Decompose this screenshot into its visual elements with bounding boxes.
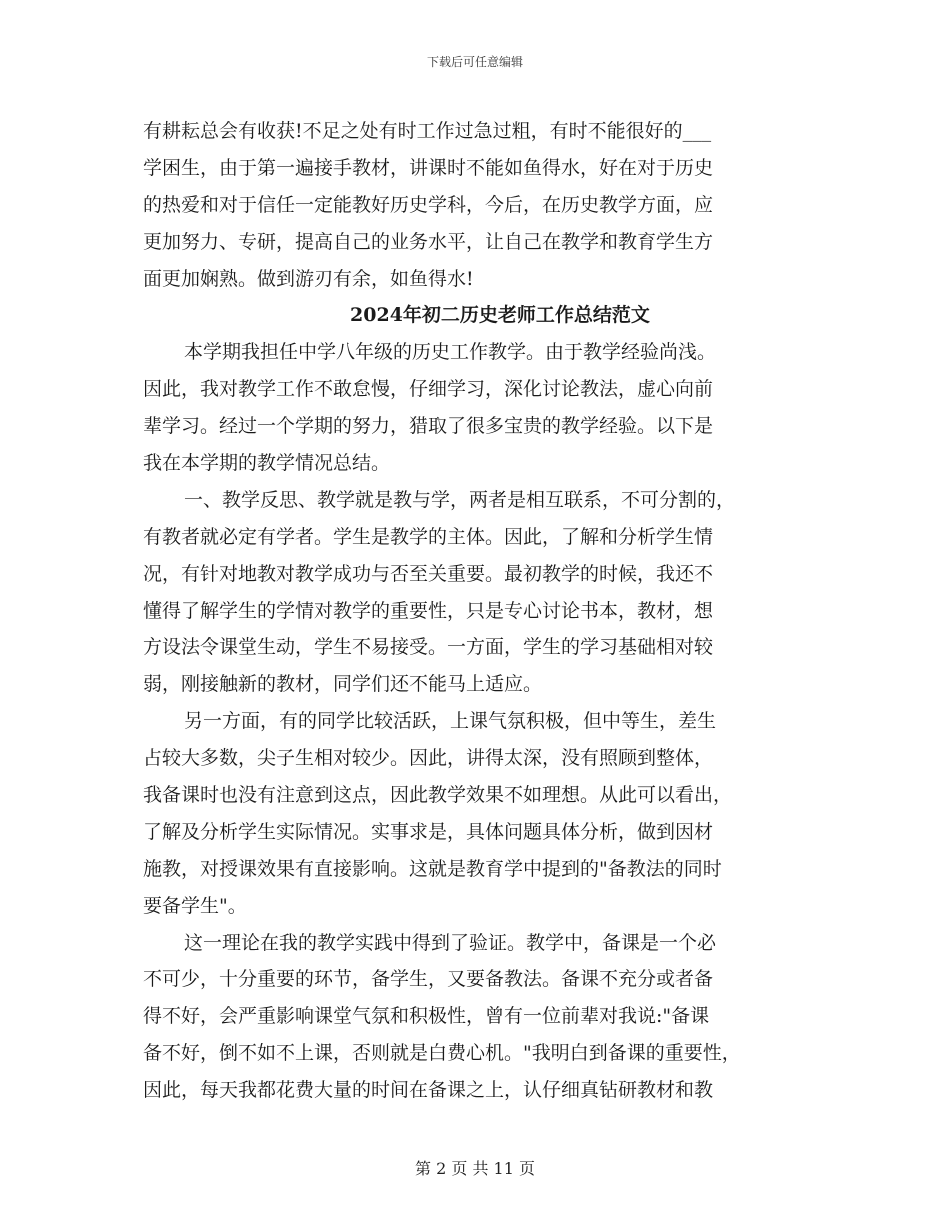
- text-line: 备不好，倒不如不上课，否则就是白费心机。"我明白到备课的重要性，: [143, 1042, 741, 1065]
- text-line: 占较大多数，尖子生相对较少。因此，讲得太深，没有照顾到整体，: [143, 747, 714, 770]
- text-line: 不可少，十分重要的环节，备学生，又要备教法。备课不充分或者备: [143, 968, 714, 991]
- text-line: 了解及分析学生实际情况。实事求是，具体问题具体分析，做到因材: [143, 820, 714, 843]
- text-line: 另一方面，有的同学比较活跃，上课气氛积极，但中等生，差生: [184, 710, 717, 733]
- text-line: 我在本学期的教学情况总结。: [143, 452, 391, 475]
- text-line: 得不好，会严重影响课堂气氛和积极性，曾有一位前辈对我说:"备课: [143, 1005, 710, 1028]
- page-footer: 第 2 页 共 11 页: [415, 1159, 535, 1178]
- text-line: 有教者就必定有学者。学生是教学的主体。因此，了解和分析学生情: [143, 525, 714, 548]
- text-line: 方设法令课堂生动，学生不易接受。一方面，学生的学习基础相对较: [143, 636, 714, 659]
- text-line: 我备课时也没有注意到这点，因此教学效果不如理想。从此可以看出，: [143, 784, 733, 807]
- text-line: 有耕耘总会有收获!不足之处有时工作过急过粗，有时不能很好的___: [143, 120, 712, 142]
- text-line: 因此，我对教学工作不敢怠慢，仔细学习，深化讨论教法，虚心向前: [143, 378, 714, 401]
- paragraph: [143, 334, 813, 482]
- text-line: 面更加娴熟。做到游刃有余，如鱼得水!: [143, 267, 474, 290]
- text-line: 学困生，由于第一遍接手教材，讲课时不能如鱼得水，好在对于历史: [143, 156, 714, 179]
- text-line: 一、教学反思、教学就是教与学，两者是相互联系，不可分割的，: [184, 488, 736, 511]
- text-line: 辈学习。经过一个学期的努力，猎取了很多宝贵的教学经验。以下是: [143, 415, 714, 438]
- paragraph: [143, 925, 813, 1109]
- text-line: 懂得了解学生的学情对教学的重要性，只是专心讨论书本，教材，想: [143, 599, 714, 622]
- text-line: 更加努力、专研，提高自己的业务水平，让自己在教学和教育学生方: [143, 230, 714, 253]
- paragraph: [143, 482, 813, 703]
- text-line: 要备学生"。: [143, 894, 247, 917]
- text-line: 这一理论在我的教学实践中得到了验证。教学中，备课是一个必: [184, 931, 717, 954]
- paragraph: [143, 703, 813, 924]
- text-line: 况，有针对地教对教学成功与否至关重要。最初教学的时候，我还不: [143, 562, 714, 585]
- document-body: [143, 113, 813, 1109]
- text-line: 本学期我担任中学八年级的历史工作教学。由于教学经验尚浅。: [184, 341, 717, 364]
- page-header: 下载后可任意编辑: [426, 55, 523, 69]
- text-line: 的热爱和对于信任一定能教好历史学科，今后，在历史教学方面，应: [143, 193, 714, 216]
- text-line: 因此，每天我都花费大量的时间在备课之上，认仔细真钻研教材和教: [143, 1079, 714, 1102]
- section-title: 2024年初二历史老师工作总结范文: [350, 304, 650, 327]
- text-line: 弱，刚接触新的教材，同学们还不能马上适应。: [143, 673, 543, 696]
- text-line: 施教，对授课效果有直接影响。这就是教育学中提到的"备教法的同时: [143, 857, 722, 880]
